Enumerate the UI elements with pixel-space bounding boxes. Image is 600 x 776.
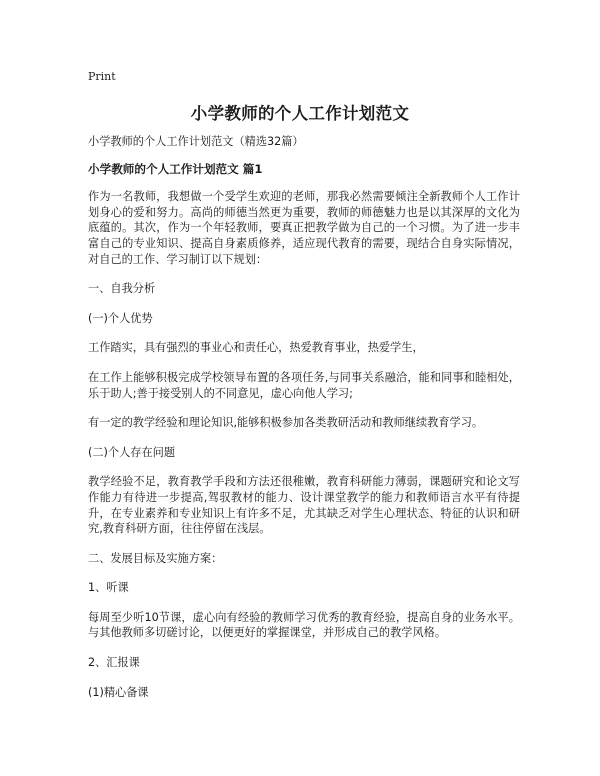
heading-personal-strengths: (一)个人优势: [88, 311, 153, 325]
document-body: [88, 134, 520, 714]
heading-self-analysis: 一、自我分析: [88, 282, 156, 296]
heading-lesson-prep: (1)精心备课: [88, 685, 149, 699]
paragraph-intro: 作为一名教师，我想做一个受学生欢迎的老师，那我必然需要倾注全新教师个人工作计划身心的爱和努力。高尚的师德当然更为重要，教师的师德魅力也是以其深厚的文化为底蕴的。其次，作为一个年轻教师，要真正把教学做为自己的一个习惯。为了进一步丰富自己的专业知识、提高自身素质修养，适应现代教育的需要，现结合自身实际情况，对自己的工作、学习制订以下规划：: [88, 190, 520, 266]
paragraph-strength-2: 在工作上能够积极完成学校领导布置的各项任务,与同事关系融洽，能和同事和睦相处，乐于助人;善于接受别人的不同意见，虚心向他人学习;: [88, 370, 520, 400]
paragraph-strength-1: 工作踏实，具有强烈的事业心和责任心，热爱教育事业，热爱学生，: [88, 341, 424, 355]
heading-personal-problems: (二)个人存在问题: [88, 445, 176, 459]
print-label: Print: [88, 70, 116, 83]
paragraph-problems: 教学经验不足，教育教学手段和方法还很稚嫩，教育科研能力薄弱，课题研究和论文写作能力有待进一步提高,驾驭教材的能力、设计课堂教学的能力和教师语言水平有待提升，在专业素养和专业知识上有许多不足，尤其缺乏对学生心理状态、特征的认识和研究,教育科研方面，往往停留在浅层。: [88, 475, 520, 536]
heading-demo-lesson: 2、汇报课: [88, 656, 140, 670]
paragraph-strength-3: 有一定的教学经验和理论知识,能够积极参加各类教研活动和教师继续教育学习。: [88, 416, 484, 430]
page-title: 小学教师的个人工作计划范文: [190, 104, 410, 123]
section-heading: 小学教师的个人工作计划范文 篇1: [88, 161, 263, 176]
document-subtitle: 小学教师的个人工作计划范文（精选32篇）: [88, 135, 304, 148]
paragraph-lesson-observation: 每周至少听10节课，虚心向有经验的教师学习优秀的教育经验，提高自身的业务水平。与其他教师多切磋讨论，以便更好的掌握课堂，并形成自己的教学风格。: [88, 610, 520, 640]
heading-goals-plan: 二、发展目标及实施方案：: [88, 551, 223, 565]
heading-lesson-observation: 1、听课: [88, 581, 129, 595]
